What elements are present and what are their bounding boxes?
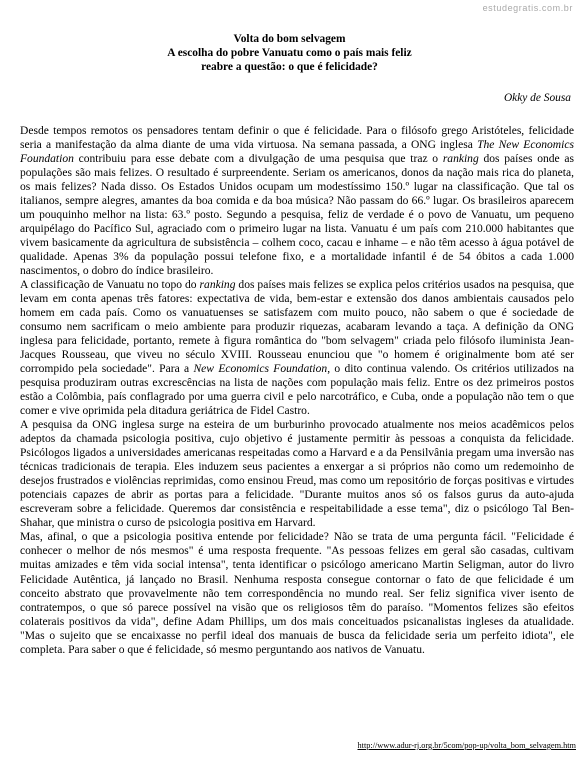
paragraph-3: A pesquisa da ONG inglesa surge na esteira de um burburinho provocado atualmente nos meios acadêmicos pelos adeptos da chamada psicologia positiva, cujo objetivo é justamente permitir às pessoas a conquista da felicidade. Psicólogos ligados a universidades americanas respeitadas como a Harvard e a da Pensilvânia pregam uma inversão nas técnicas tradicionais de terapia. Eles induzem seus pacientes a enxergar a si próprios não como um redemoinho de desejos frustrados e violências reprimidas, como ensinou Freud, mas como um repositório de forças positivas e virtudes potenciais capazes de abrir as portas para a felicidade. "Durante muitos anos só os falsos gurus da auto-ajuda escreveram sobre a felicidade. Queremos dar consistência e respeitabilidade a esse tema", diz o psicólogo Tal Ben-Shahar, que ministra o curso de psicologia positiva em Harvard.: [20, 419, 574, 530]
site-watermark: estudegratis.com.br: [482, 3, 573, 13]
article-title: [0, 32, 579, 74]
italic-term: The New Economics Foundation: [20, 139, 574, 166]
title-line-1: Volta do bom selvagem: [233, 33, 346, 45]
paragraph-4: Mas, afinal, o que a psicologia positiva entende por felicidade? Não se trata de uma pergunta fácil. "Felicidade é conhecer o melhor de nós mesmos" é uma resposta frequente. "As pessoas felizes em geral são casadas, cultivam muitas amizades e têm vida social intensa", tenta identificar o psicólogo americano Martin Seligman, autor do livro Felicidade Autêntica, já lançado no Brasil. Nenhuma resposta consegue contornar o fato de que felicidade é um conceito abstrato que provavelmente não tem correspondência no mundo real. Ser feliz significa viver isento de contratempos, o que só parece possível na visão que os religiosos têm do paraíso. "Momentos felizes são efeitos colaterais positivos da vida", define Adam Phillips, um dos mais conceituados psicanalistas ingleses da atualidade. "Mas o sujeito que se encaixasse no perfil ideal dos manuais de busca da felicidade seria um perfeito idiota", ele completa. Para saber o que é felicidade, só mesmo perguntando aos nativos de Vanuatu.: [20, 531, 574, 656]
paragraph-1: Desde tempos remotos os pensadores tentam definir o que é felicidade. Para o filósofo grego Aristóteles, felicidade seria a manifestação da alma diante de uma vida virtuosa. Na semana passada, a ONG inglesa The New Economics Foundation contribuiu para esse debate com a divulgação de uma pesquisa que traz o ranking dos países onde as populações são mais felizes. O resultado é surpreendente. Seriam os americanos, donos da nação mais rica do planeta, os mais felizes? Nada disso. Os Estados Unidos ocupam um modestíssimo 150.º lugar na classificação. Que tal os italianos, sempre alegres, amantes da boa comida e da boa música? Não passam do 66.º lugar. Os brasileiros aparecem um pouquinho melhor na lista: 63.º posto. Segundo a pesquisa, feliz de verdade é o povo de Vanuatu, um pequeno arquipélago do Pacífico Sul, agraciado com o primeiro lugar na lista. Vanuatu é um país com 210.000 habitantes que vivem basicamente da agricultura de subsistência – colhem coco, cacau e inhame – e não têm acesso à água potável de qualidade. Apenas 3% da população possui telefone fixo, e a mortalidade infantil é de 54 óbitos a cada 1.000 nascimentos, o dobro do índice brasileiro.: [20, 125, 574, 278]
paragraph-2: A classificação de Vanuatu no topo do ranking dos países mais felizes se explica pelos critérios usados na pesquisa, que levam em conta apenas três fatores: expectativa de vida, bem-estar e extensão dos danos ambientais causados pelo homem em cada país. Como os vanuatuenses se satisfazem com muito pouco, não sabem o que é sociedade de consumo nem sacrificam o meio ambiente para produzir riquezas, acabaram levando a taça. A definição da ONG inglesa para felicidade, portanto, remete à figura romântica do "bom selvagem" criada pelo filósofo iluminista Jean-Jacques Rousseau, que viveu no século XVIII. Rousseau enunciou que "o homem é originalmente bom até ser corrompido pela sociedade". Para a New Economics Foundation, o dito continua valendo. Os critérios utilizados na pesquisa produziram outras excrescências na lista de nações com população mais feliz. Entre os dez primeiros postos estão a Colômbia, país conflagrado por uma guerra civil e pelo narcotráfico, e Cuba, onde a população não tem o que comer e vive oprimida pela ditadura geriátrica de Fidel Castro.: [20, 279, 575, 418]
article-body: [20, 124, 574, 657]
author-byline: Okky de Sousa: [503, 92, 571, 104]
source-link[interactable]: http://www.adur-rj.org.br/5com/pop-up/volta_bom_selvagem.htm: [357, 741, 576, 750]
italic-term: ranking: [199, 279, 236, 292]
italic-term: ranking: [442, 153, 479, 166]
title-line-2: A escolha do pobre Vanuatu como o país mais feliz: [167, 47, 412, 59]
title-line-3: reabre a questão: o que é felicidade?: [201, 61, 378, 73]
italic-term: New Economics Foundation: [193, 363, 328, 376]
